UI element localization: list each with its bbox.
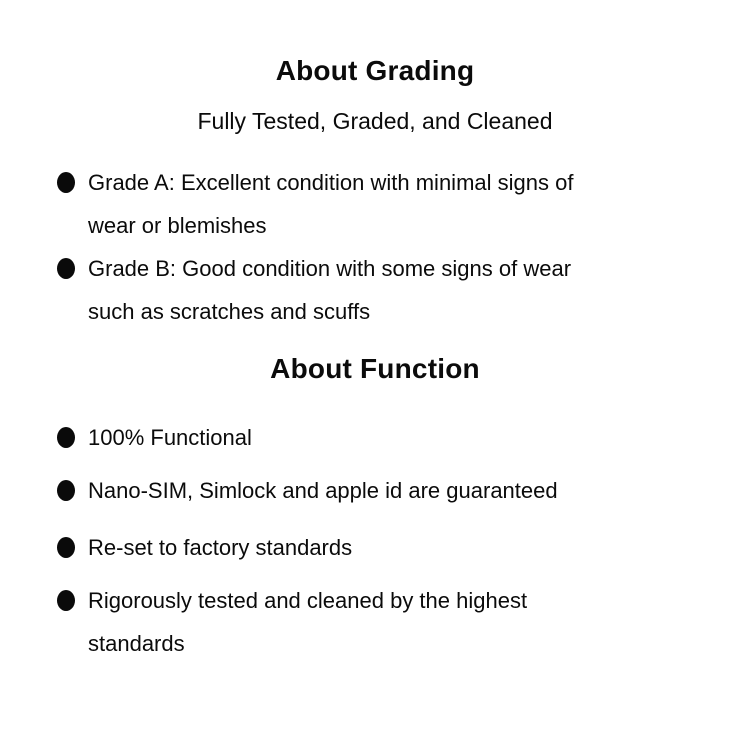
grading-list [0,161,750,333]
item-line: Grade B: Good condition with some signs of wear [88,256,572,281]
list-item-text [88,247,571,333]
list-item-text [88,469,558,512]
list-item [57,161,710,247]
item-line: Re-set to factory standards [88,535,353,560]
item-line: wear or blemishes [88,213,267,238]
bullet-icon [57,590,75,611]
item-line: Grade A: Excellent condition with minimal signs of [88,170,574,195]
section-title-grading: About Grading [275,55,475,86]
grading-subtitle: Fully Tested, Graded, and Cleaned [197,108,553,134]
item-line: 100% Functional [88,425,252,450]
list-item [57,579,710,665]
list-item [57,526,710,569]
item-line: Rigorously tested and cleaned by the highest [88,588,528,613]
bullet-icon [57,172,75,193]
bullet-icon [57,258,75,279]
bullet-icon [57,537,75,558]
item-line: Nano-SIM, Simlock and apple id are guaranteed [88,478,558,503]
bullet-icon [57,427,75,448]
section-title-function: About Function [270,353,480,384]
list-item [57,247,710,333]
list-item-text [88,161,573,247]
item-line: standards [88,631,185,656]
list-item [57,469,710,512]
list-item [57,416,710,459]
bullet-icon [57,480,75,501]
list-item-text [88,526,352,569]
item-line: such as scratches and scuffs [88,299,371,324]
list-item-text [88,579,527,665]
function-list [0,416,750,665]
list-item-text [88,416,252,459]
